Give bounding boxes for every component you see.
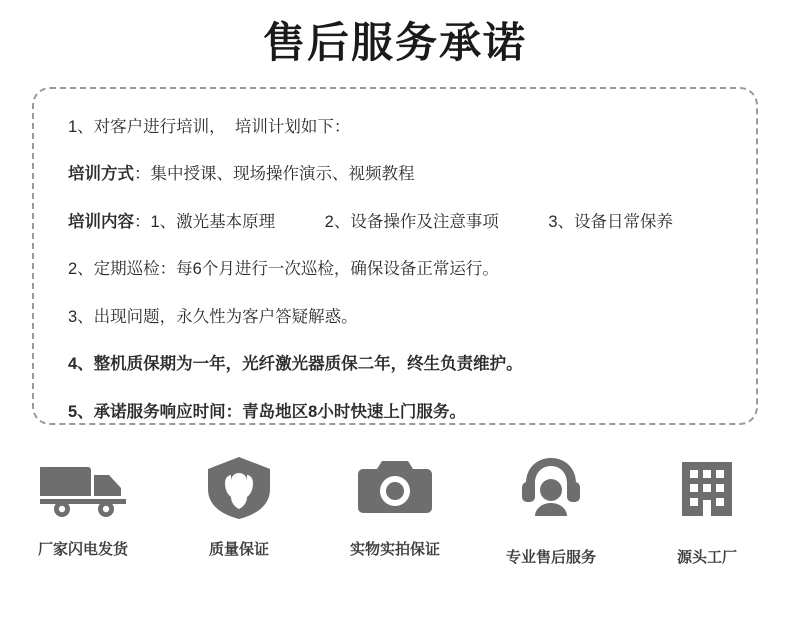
feature-label-support: 专业售后服务: [505, 549, 596, 566]
truck-icon: [40, 452, 126, 524]
feature-item-factory: [653, 452, 761, 567]
feature-item-support: [497, 452, 605, 567]
camera-icon: [356, 452, 434, 524]
shield-hand-icon: [204, 452, 274, 524]
commitment-line-3: [68, 210, 722, 236]
page-title: 售后服务承诺: [262, 19, 527, 66]
feature-label-shipping: 厂家闪电发货: [37, 541, 128, 558]
training-method-value: ：集中授课、现场操作演示、视频教程: [134, 165, 415, 184]
commitment-line-6: 4、整机质保期为一年，光纤激光器质保二年，终生负责维护。: [68, 355, 523, 374]
training-content-value: ：1、激光基本原理 2、设备操作及注意事项 3、设备日常保养: [134, 212, 674, 231]
headset-support-icon: [520, 452, 582, 524]
commitment-panel: [32, 87, 758, 425]
feature-strip: [0, 452, 790, 567]
commitment-line-5: 3、出现问题，永久性为客户答疑解惑。: [68, 307, 358, 326]
training-content-label: 培训内容: [68, 212, 134, 231]
commitment-line-7: 5、承诺服务响应时间：青岛地区8小时快速上门服务。: [68, 402, 466, 421]
commitment-line-1: 1、对客户进行培训， 培训计划如下：: [68, 117, 351, 136]
commitment-line-2: [68, 162, 722, 188]
commitment-line-4: 2、定期巡检：每6个月进行一次巡检，确保设备正常运行。: [68, 260, 499, 279]
factory-building-icon: [678, 452, 736, 524]
feature-label-quality: 质量保证: [208, 541, 269, 558]
feature-label-real-photo: 实物实拍保证: [349, 541, 440, 558]
feature-item-shipping: [29, 452, 137, 559]
feature-item-real-photo: [341, 452, 449, 559]
feature-label-factory: 源头工厂: [676, 549, 737, 566]
feature-item-quality: [185, 452, 293, 559]
training-method-label: 培训方式: [68, 165, 134, 184]
